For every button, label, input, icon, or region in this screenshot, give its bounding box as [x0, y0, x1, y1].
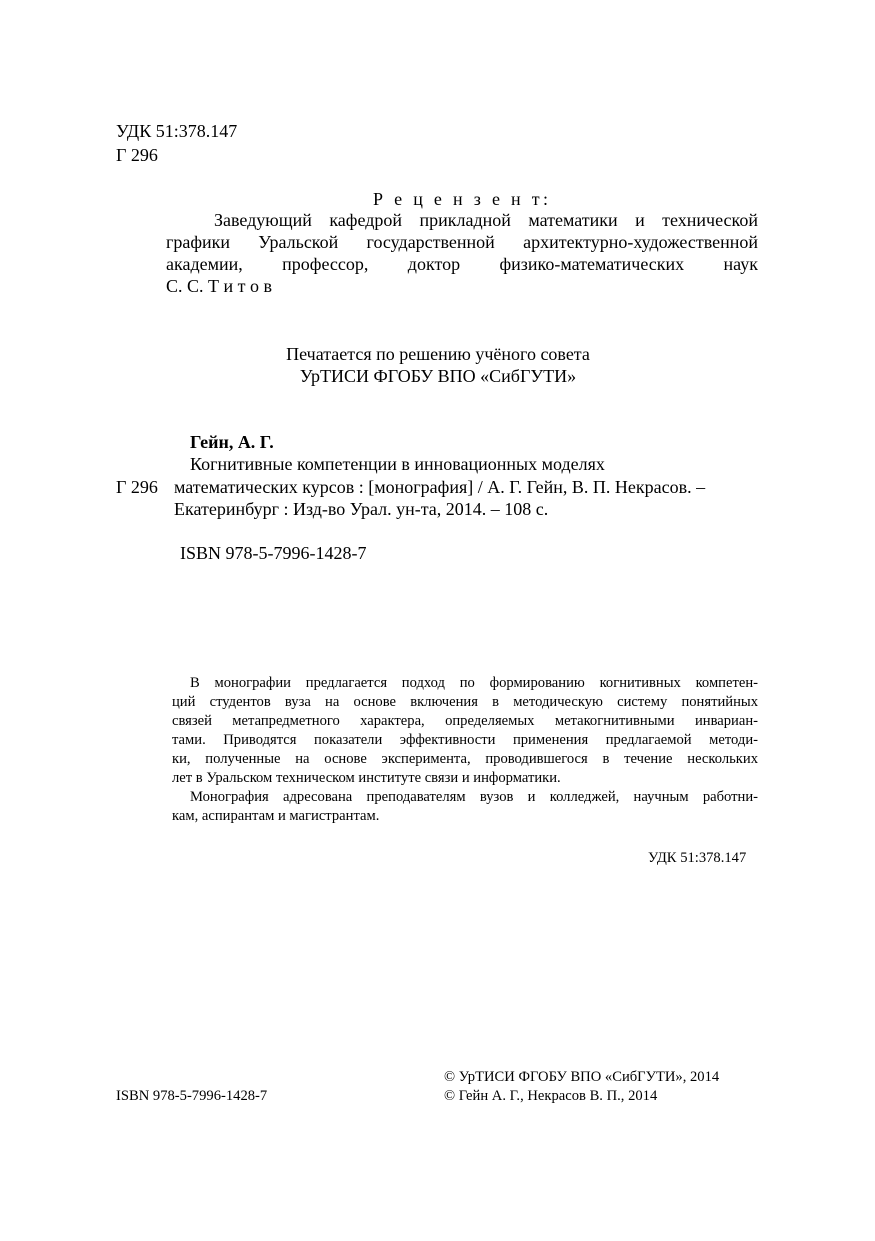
reviewer-line: графики Уральской государственной архитектурно-художественной — [166, 232, 758, 252]
print-approval-line: УрТИСИ ФГОБУ ВПО «СибГУТИ» — [299, 366, 577, 386]
reviewer-line: академии, профессор, доктор физико-математических наук — [166, 254, 758, 274]
biblio-title-line: Когнитивные компетенции в инновационных моделях — [190, 454, 605, 474]
annotation-line: тами. Приводятся показатели эффективности применения предлагаемой методи- — [172, 732, 758, 748]
annotation-line: В монографии предлагается подход по формированию когнитивных компетен- — [190, 675, 758, 691]
author-mark-biblio: Г 296 — [116, 477, 158, 497]
annotation-line: Монография адресована преподавателям вузов и колледжей, научным работни- — [190, 789, 758, 805]
biblio-isbn: ISBN 978-5-7996-1428-7 — [180, 543, 367, 563]
biblio-author: Гейн, А. Г. — [190, 432, 274, 452]
reviewer-name: С. С. Т и т о в — [166, 276, 273, 296]
annotation-line: ки, полученные на основе эксперимента, проводившегося в течение нескольких — [172, 751, 758, 767]
annotation — [172, 674, 758, 826]
author-mark-top: Г 296 — [116, 145, 158, 165]
isbn-bottom: ISBN 978-5-7996-1428-7 — [116, 1088, 268, 1104]
annotation-line: ций студентов вуза на основе включения в методическую систему понятийных — [172, 694, 758, 710]
reviewer-line: Заведующий кафедрой прикладной математики и технической — [214, 210, 758, 230]
reviewer-block — [166, 209, 758, 297]
biblio-title-line: математических курсов : [монография] / А. Г. Гейн, В. П. Некрасов. – — [174, 477, 706, 497]
copyright-line: © Гейн А. Г., Некрасов В. П., 2014 — [444, 1088, 658, 1104]
print-approval-note — [270, 343, 606, 387]
copyright-block — [444, 1068, 719, 1106]
print-approval-line: Печатается по решению учёного совета — [286, 344, 590, 364]
biblio-imprint-line: Екатеринбург : Изд-во Урал. ун-та, 2014. – 108 с. — [174, 499, 549, 519]
reviewer-label: Р е ц е н з е н т: — [373, 189, 552, 209]
copyright-line: © УрТИСИ ФГОБУ ВПО «СибГУТИ», 2014 — [444, 1069, 720, 1085]
annotation-line: связей метапредметного характера, определяемых метакогнитивными инвариан- — [172, 713, 758, 729]
udk-code-top: УДК 51:378.147 — [116, 121, 238, 141]
annotation-line: кам, аспирантам и магистрантам. — [172, 808, 380, 824]
udk-code-bottom: УДК 51:378.147 — [648, 850, 747, 866]
annotation-line: лет в Уральском техническом институте связи и информатики. — [172, 770, 561, 786]
